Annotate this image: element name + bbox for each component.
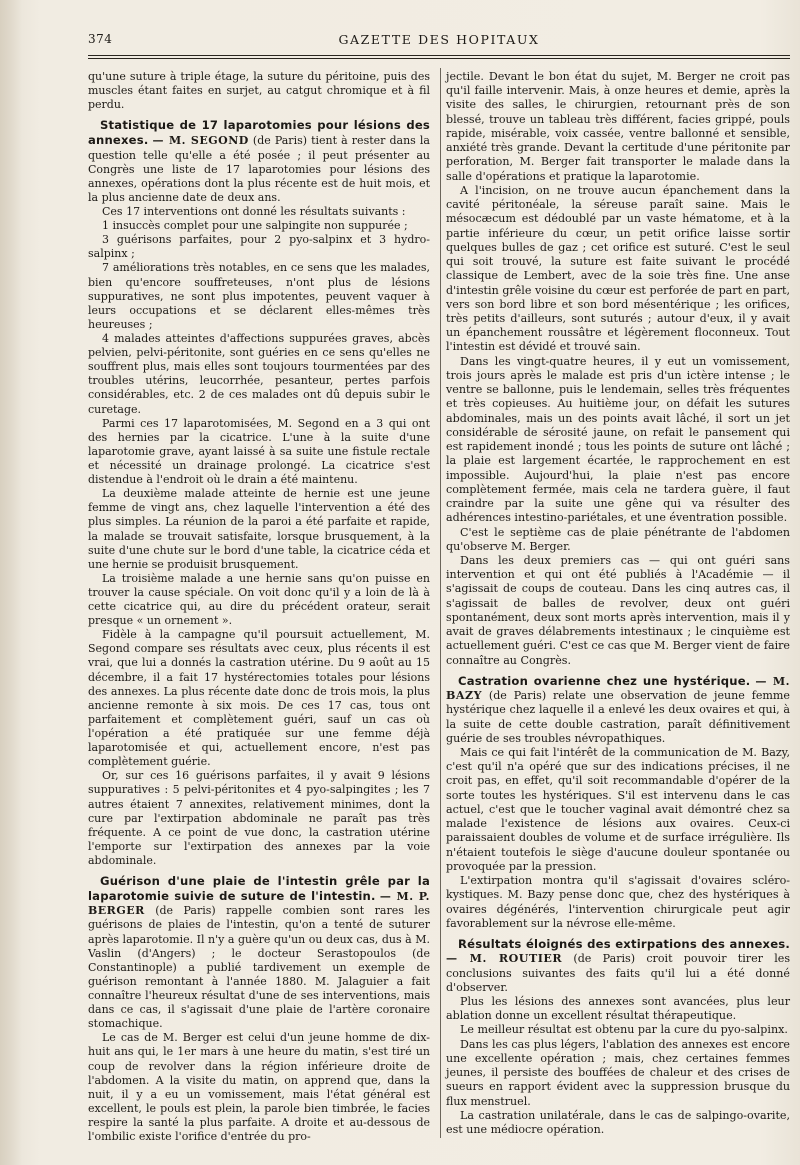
paragraph-text: A l'incision, on ne trouve aucun épanchement dans la cavité péritonéale, la séreuse paraît saine. Mais le mésocæcum est dédoublé par un vaste hématome, et à la partie inférieure du cœur, un petit orifice laisse sortir quelques bulles de gaz ; cet orifice est suturé. C'est le seul qui soit trouvé, la suture est faite suivant le procédé classique de Lembert, avec de la soie très fine. Une anse d'intestin grêle voisine du cœur est perforée de part en part, vers son bord libre et son bord mésentérique ; les orifices, très petits d'ailleurs, sont suturés ; autour d'eux, il y avait un épanchement roussâtre et légèrement floconneux. Tout l'intestin est dévidé et trouvé sain. [446, 183, 790, 354]
article-paragraph [88, 417, 430, 488]
article-lead-paragraph [88, 874, 430, 1031]
column-divider [440, 68, 441, 1138]
article-paragraph [446, 184, 790, 355]
paragraph-text: Dans les vingt-quatre heures, il y eut un vomissement, trois jours après le malade est pris d'un ictère intense ; le ventre se ballonne, puis le lendemain, selles très fréquentes et très copieuses. Au huitième jour, on défait les sutures abdominales, mais un des points avait lâché, il sort un jet considérable de sérosité jaune, on refait le pansement qui est rapidement inondé ; tous les points de suture ont lâché ; la plaie est largement écartée, le rapprochement en est impossible. Aujourd'hui, la plaie n'est pas encore complètement fermée, mais cela ne tardera guère, il faut craindre par la suite une gêne qui va résulter des adhérences intestino-pariétales, et une éventration possible. [446, 354, 790, 525]
article-author: — M. SEGOND [152, 134, 249, 148]
page-header [88, 32, 790, 52]
running-title: GAZETTE DES HOPITAUX [338, 32, 540, 47]
paragraph-text: jectile. Devant le bon état du sujet, M. Berger ne croit pas qu'il faille intervenir. Mais, à onze heures et demie, après la visite des salles, le chirurgien, retournant près de son blessé, trouve un tableau très différent, facies grippé, pouls rapide, misérable, voix cassée, ventre ballonné et sensible, anxiété très grande. Devant la certitude d'une péritonite par perforation, M. Berger fait transporter le malade dans la salle d'opérations et pratique la laparotomie. [446, 70, 790, 183]
article-lead-paragraph [446, 674, 790, 746]
article-paragraph [88, 487, 430, 572]
page-number: 374 [88, 32, 113, 46]
article-paragraph [446, 554, 790, 668]
paragraph-text: (de Paris) rappelle combien sont rares les guérisons de plaies de l'intestin, qu'on a tenté de suturer après laparotomie. Il n'y a guère qu'un ou deux cas, dus à M. Vaslin (d'Angers) ; le docteur Serastopoulos (de Constantinople) a publié tardivement un exemple de guérison remontant à l'année 1880. M. Jalaguier a fait connaître l'heureux résultat d'une de ses interventions, mais dans ce cas, il s'agissait d'une plaie de l'artère coronaire stomachique. [88, 904, 430, 1031]
article-paragraph [446, 70, 790, 184]
paragraph-text: Or, sur ces 16 guérisons parfaites, il y avait 9 lésions suppuratives : 5 pelvi-péritonites et 4 pyo-salpingites ; les 7 autres étaient 7 annexites, relativement minimes, dont la cure par l'extirpation abdominale ne paraît pas très fréquente. A ce point de vue donc, la castration utérine l'emporte sur l'extirpation des annexes par la voie abdominale. [88, 769, 430, 868]
article-paragraph [88, 628, 430, 769]
paragraph-text: (de Paris) croit pouvoir tirer les conclusions suivantes des faits qu'il lui a été donné d'observer. [446, 952, 791, 994]
paragraph-text: (de Paris) tient à rester dans la question telle qu'elle a été posée ; il peut présenter au Congrès une liste de 17 laparotomies pour lésions des annexes, opérations dont la plus récente est de huit mois, et la plus ancienne date de deux ans. [88, 134, 430, 204]
article-paragraph [446, 995, 790, 1023]
article-paragraph [446, 355, 790, 526]
article-paragraph [446, 1038, 790, 1109]
paragraph-text: 4 malades atteintes d'affections suppurées graves, abcès pelvien, pelvi-péritonite, sont guéries en ce sens qu'elles ne souffrent plus, mais elles sont toujours tourmentées par des troubles utérins, leucorrhée, pesanteur, pertes parfois considérables, etc. 2 de ces malades ont dû depuis subir le curetage. [88, 331, 430, 416]
paragraph-text: Fidèle à la campagne qu'il poursuit actuellement, M. Segond compare ses résultats avec ceux, plus récents il est vrai, que lui a donnés la castration utérine. Du 9 août au 15 décembre, il a fait 17 hystérectomies totales pour lésions des annexes. La plus récente date donc de trois mois, la plus ancienne remonte à six mois. De ces 17 cas, tous ont parfaitement et complètement guéri, sauf un cas où l'opération a été pratiquée sur une femme déjà laparotomisée et qui, actuellement encore, n'est pas complètement guérie. [88, 628, 430, 769]
header-rule-bottom [88, 58, 790, 59]
article-rubric: Castration ovarienne chez une hystérique. [458, 673, 751, 688]
article-rubric: Statistique de 17 laparotomies pour lésions des annexes. [88, 118, 430, 148]
paragraph-text: Parmi ces 17 laparotomisées, M. Segond en a 3 qui ont des hernies par la cicatrice. L'une à la suite d'une laparotomie grave, ayant laissé à sa suite une fistule rectale et nécessité un drainage prolongé. La cicatrice s'est distendue à l'endroit où le drain a été maintenu. [88, 416, 430, 487]
paragraph-text: qu'une suture à triple étage, la suture du péritoine, puis des muscles étant faites en surjet, au catgut chromique et à fil perdu. [88, 70, 430, 112]
article-paragraph [88, 261, 430, 332]
article-author: — M. P. BERGER [88, 890, 430, 918]
article-author: — M. BAZY [446, 674, 790, 703]
paragraph-text: C'est le septième cas de plaie pénétrante de l'abdomen qu'observe M. Berger. [446, 525, 790, 553]
paragraph-text: Dans les cas plus légers, l'ablation des annexes est encore une excellente opération ; mais, chez certaines femmes jeunes, il persiste des bouffées de chaleur et des crises de sueurs en rapport évident avec la suppression brusque du flux menstruel. [446, 1037, 790, 1108]
article-paragraph [446, 526, 790, 554]
paragraph-text: La castration unilatérale, dans le cas de salpingo-ovarite, est une médiocre opération. [446, 1108, 790, 1137]
article-paragraph [88, 1031, 430, 1144]
paragraph-text: (de Paris) relate une observation de jeune femme hystérique chez laquelle il a enlevé les deux ovaires et qui, à la suite de cette double castration, paraît définitivement guérie de ses troubles névropathiques. [446, 689, 790, 745]
paragraph-text: Dans les deux premiers cas — qui ont guéri sans intervention et qui ont été publiés à l'Académie — il s'agissait de coups de couteau. Dans les cinq autres cas, il s'agissait de balles de revolver, deux ont guéri spontanément, deux sont morts après intervention, mais il y avait de graves délabrements intestinaux ; le cinquième est actuellement guéri. C'est ce cas que M. Berger vient de faire connaître au Congrès. [446, 553, 790, 667]
paragraph-text: Le cas de M. Berger est celui d'un jeune homme de dix-huit ans qui, le 1er mars à une heure du matin, s'est tiré un coup de revolver dans la région inférieure droite de l'abdomen. A la visite du matin, on apprend que, dans la nuit, il y a eu un vomissement, mais l'état général est excellent, le pouls est plein, la parole bien timbrée, le facies respire la santé la plus parfaite. A droite et au-dessous de l'ombilic existe l'orifice d'entrée du pro- [88, 1031, 430, 1144]
article-paragraph [88, 219, 430, 233]
article-paragraph [88, 233, 430, 261]
paragraph-text: 7 améliorations très notables, en ce sens que les malades, bien qu'encore souffreteuses, n'ont plus de lésions suppuratives, ne sont plus impotentes, peuvent vaquer à leurs occupations et se déclarent elles-mêmes très heureuses ; [88, 261, 430, 331]
article-rubric: Guérison d'une plaie de l'intestin grêle par la laparotomie suivie de suture de l'intestin. [88, 874, 430, 904]
paragraph-text: Le meilleur résultat est obtenu par la cure du pyo-salpinx. [460, 1023, 788, 1037]
paragraph-text: La troisième malade a une hernie sans qu'on puisse en trouver la cause spéciale. On voit donc qu'il y a loin de là à cette cicatrice qui, au dire du précédent orateur, serait presque « un ornement ». [88, 571, 430, 628]
article-lead-paragraph [88, 118, 430, 205]
right-column [446, 70, 790, 1137]
article-lead-paragraph [446, 937, 790, 995]
article-author: — M. ROUTIER [446, 952, 563, 966]
paragraph-text: L'extirpation montra qu'il s'agissait d'ovaires scléro-kystiques. M. Bazy pense donc que, chez des hystériques à ovaires dégénérés, l'intervention chirurgicale peut agir favorablement sur la névrose elle-même. [446, 874, 790, 930]
paragraph-text: Ces 17 interventions ont donné les résultats suivants : [102, 204, 406, 218]
paragraph-text: 3 guérisons parfaites, pour 2 pyo-salpinx et 3 hydro-salpinx ; [88, 233, 430, 261]
left-column [88, 70, 430, 1144]
article-paragraph [88, 332, 430, 417]
article-paragraph [88, 769, 430, 868]
header-rule-top [88, 55, 790, 56]
article-paragraph [88, 572, 430, 628]
paragraph-text: La deuxième malade atteinte de hernie est une jeune femme de vingt ans, chez laquelle l'intervention a été des plus simples. La réunion de la paroi a été parfaite et rapide, la malade se trouvait satisfaite, lorsque brusquement, à la suite d'une chute sur le bord d'une table, la cicatrice céda et une hernie se produisit brusquement. [88, 487, 430, 571]
paragraph-text: Mais ce qui fait l'intérêt de la communication de M. Bazy, c'est qu'il n'a opéré que sur des indications précises, il ne croit pas, en effet, qu'il soit recommandable d'opérer de la sorte toutes les hystériques. S'il est intervenu dans le cas actuel, c'est que le toucher vaginal avait démontré chez sa malade l'existence de lésions aux ovaires. Ceux-ci paraissaient doubles de volume et de surface irrégulière. Ils n'étaient toutefois le siège d'aucune douleur spontanée ou provoquée par la pression. [446, 746, 790, 873]
article-paragraph [88, 70, 430, 112]
paragraph-text: 1 insuccès complet pour une salpingite non suppurée ; [102, 219, 408, 233]
binding-shadow [0, 0, 22, 1165]
article-paragraph [88, 205, 430, 219]
paragraph-text: Plus les lésions des annexes sont avancées, plus leur ablation donne un excellent résultat thérapeutique. [446, 995, 790, 1023]
article-rubric: Résultats éloignés des extirpations des annexes. [458, 937, 790, 952]
article-paragraph [446, 874, 790, 931]
article-paragraph [446, 1109, 790, 1137]
article-paragraph [446, 746, 790, 874]
article-paragraph [446, 1023, 790, 1037]
